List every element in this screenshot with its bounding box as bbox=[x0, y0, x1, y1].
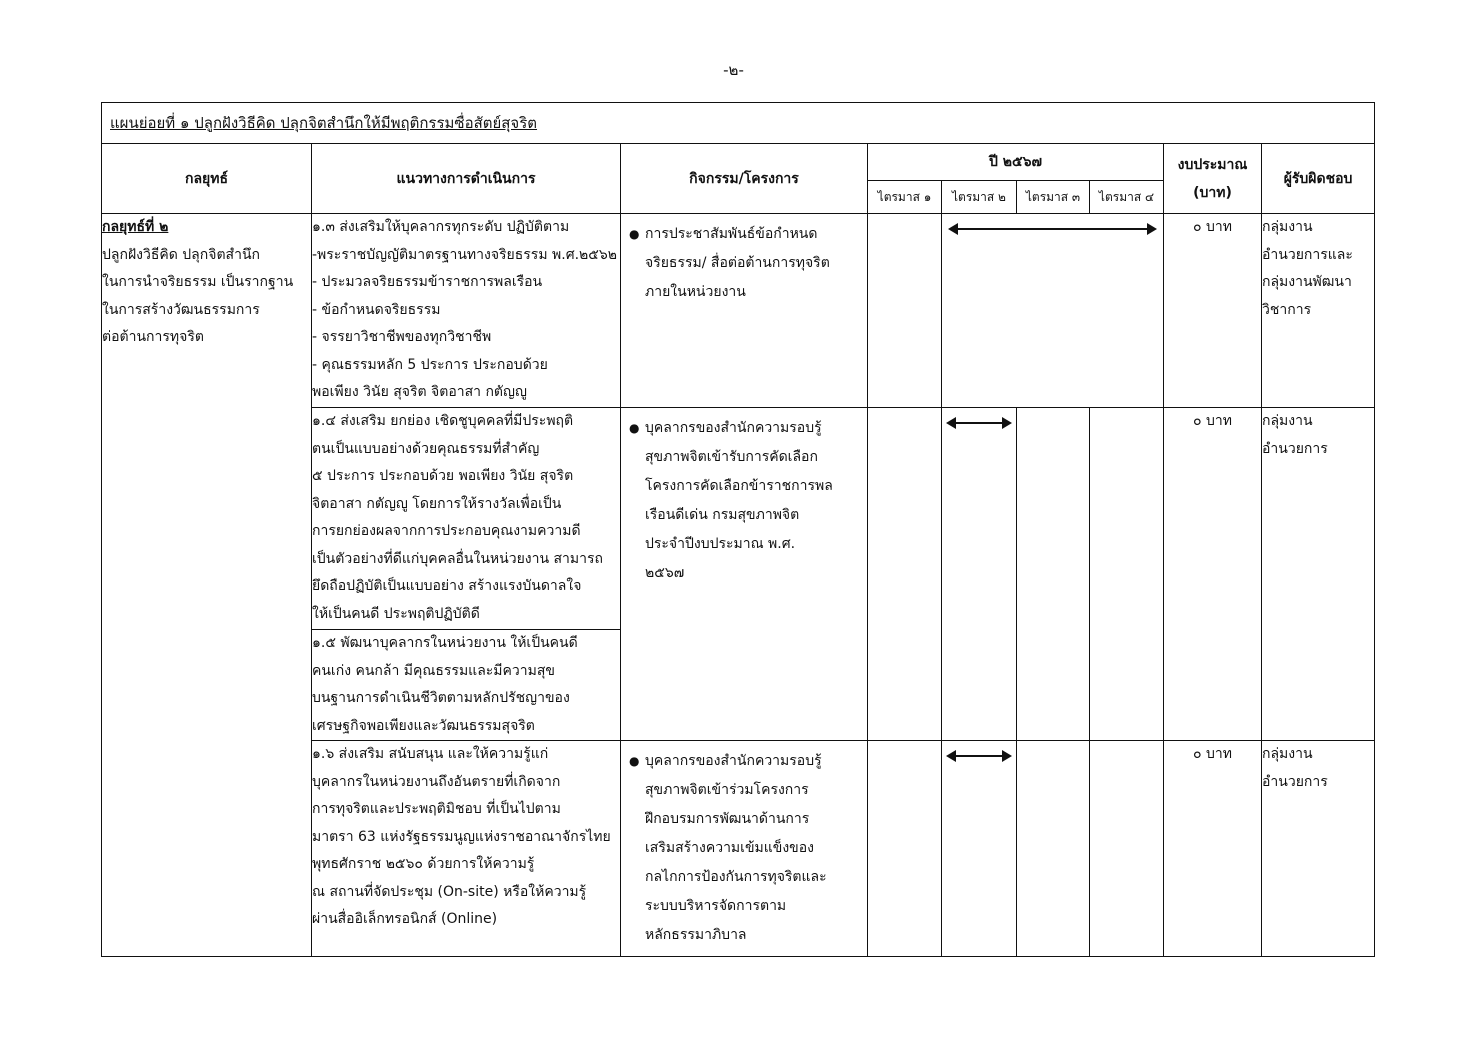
approach-cell bbox=[312, 214, 621, 408]
q1-cell bbox=[868, 408, 942, 741]
approach-line: มาตรา 63 แห่งรัฐธรรมนูญแห่งราชอาณาจักรไทย bbox=[312, 828, 611, 845]
approach-line: ณ สถานที่จัดประชุม (On-site) หรือให้ความรู้ bbox=[312, 883, 587, 900]
timeline-q2-cell bbox=[942, 741, 1017, 957]
header-budget-line2: (บาท) bbox=[1193, 184, 1232, 201]
activity-line: หลักธรรมาภิบาล bbox=[645, 927, 747, 943]
approach-line: จิตอาสา กตัญญู โดยการให้รางวัลเพื่อเป็น bbox=[312, 495, 562, 512]
budget-cell: ๐ บาท bbox=[1164, 741, 1262, 957]
plan-title: แผนย่อยที่ ๑ ปลูกฝังวิธีคิด ปลุกจิตสำนึกให้มีพฤติกรรมซื่อสัตย์สุจริต bbox=[102, 103, 1375, 144]
budget-cell: ๐ บาท bbox=[1164, 214, 1262, 408]
approach-line: -พระราชบัญญัติมาตรฐานทางจริยธรรม พ.ศ.๒๕๖๒ bbox=[312, 246, 617, 263]
activity-line: บุคลากรของสำนักความรอบรู้ bbox=[645, 420, 822, 436]
header-year: ปี ๒๕๖๗ bbox=[868, 144, 1164, 181]
responsible-cell bbox=[1262, 408, 1375, 741]
responsible-line: กลุ่มงาน bbox=[1262, 746, 1313, 762]
approach-cell bbox=[312, 630, 621, 741]
activity-cell bbox=[621, 741, 868, 957]
approach-line: ให้เป็นคนดี ประพฤติปฏิบัติดี bbox=[312, 605, 480, 622]
approach-line: บนฐานการดำเนินชีวิตตามหลักปรัชญาของ bbox=[312, 690, 570, 706]
approach-line: ตนเป็นแบบอย่างด้วยคุณธรรมที่สำคัญ bbox=[312, 440, 540, 457]
activity-line: ประจำปีงบประมาณ พ.ศ. bbox=[645, 536, 796, 552]
strategy-line: ต่อต้านการทุจริต bbox=[102, 329, 204, 345]
responsible-line: อำนวยการ bbox=[1262, 440, 1328, 457]
approach-line: - ข้อกำหนดจริยธรรม bbox=[312, 301, 441, 318]
activity-line: บุคลากรของสำนักความรอบรู้ bbox=[645, 753, 822, 769]
budget-cell: ๐ บาท bbox=[1164, 408, 1262, 741]
header-approach: แนวทางการดำเนินการ bbox=[312, 144, 621, 214]
q4-cell bbox=[1090, 408, 1164, 741]
responsible-line: กลุ่มงานพัฒนา bbox=[1262, 274, 1352, 290]
approach-cell bbox=[312, 408, 621, 630]
approach-line: ๑.๓ ส่งเสริมให้บุคลากรทุกระดับ ปฏิบัติตาม bbox=[312, 219, 570, 235]
bullet-icon: ● bbox=[629, 227, 640, 241]
approach-line: การยกย่องผลจากการประกอบคุณงามความดี bbox=[312, 523, 581, 539]
activity-line: การประชาสัมพันธ์ข้อกำหนด bbox=[645, 226, 818, 242]
timeline-q2-cell bbox=[942, 408, 1017, 741]
q4-cell bbox=[1090, 741, 1164, 957]
responsible-cell bbox=[1262, 741, 1375, 957]
header-responsible: ผู้รับผิดชอบ bbox=[1262, 144, 1375, 214]
activity-line: ๒๕๖๗ bbox=[645, 565, 685, 581]
activity-line: เสริมสร้างความเข้มแข็งของ bbox=[645, 840, 814, 856]
strategy-line: ในการนำจริยธรรม เป็นรากฐาน bbox=[102, 274, 294, 290]
strategy-cell bbox=[102, 214, 312, 957]
timeline-arrow-icon bbox=[948, 422, 1010, 424]
approach-line: ๑.๕ พัฒนาบุคลากรในหน่วยงาน ให้เป็นคนดี bbox=[312, 635, 578, 651]
header-q3: ไตรมาส ๓ bbox=[1017, 181, 1090, 214]
page-number: -๒- bbox=[723, 61, 744, 79]
timeline-arrow-icon bbox=[950, 228, 1155, 230]
approach-line: บุคลากรในหน่วยงานถึงอันตรายที่เกิดจาก bbox=[312, 773, 561, 790]
approach-line: - ประมวลจริยธรรมข้าราชการพลเรือน bbox=[312, 274, 543, 290]
approach-line: พอเพียง วินัย สุจริต จิตอาสา กตัญญู bbox=[312, 384, 527, 400]
bullet-icon: ● bbox=[629, 421, 640, 435]
activity-line: ระบบบริหารจัดการตาม bbox=[645, 898, 787, 914]
q3-cell bbox=[1017, 741, 1090, 957]
approach-line: การทุจริตและประพฤติมิชอบ ที่เป็นไปตาม bbox=[312, 801, 561, 817]
approach-line: ๑.๔ ส่งเสริม ยกย่อง เชิดชูบุคคลที่มีประพฤติ bbox=[312, 413, 574, 429]
approach-line: ๑.๖ ส่งเสริม สนับสนุน และให้ความรู้แก่ bbox=[312, 746, 549, 762]
strategy-title: กลยุทธ์ที่ ๒ bbox=[102, 219, 169, 235]
bullet-icon: ● bbox=[629, 754, 640, 768]
q3-cell bbox=[1017, 408, 1090, 741]
approach-cell bbox=[312, 741, 621, 957]
responsible-line: อำนวยการ bbox=[1262, 773, 1328, 790]
activity-line: ภายในหน่วยงาน bbox=[645, 284, 746, 300]
approach-line: พุทธศักราช ๒๕๖๐ ด้วยการให้ความรู้ bbox=[312, 856, 535, 872]
approach-line: ผ่านสื่ออิเล็กทรอนิกส์ (Online) bbox=[312, 911, 498, 927]
approach-line: ยึดถือปฏิบัติเป็นแบบอย่าง สร้างแรงบันดาลใจ bbox=[312, 578, 582, 594]
activity-line: จริยธรรม/ สื่อต่อต้านการทุจริต bbox=[645, 255, 830, 271]
activity-line: สุขภาพจิตเข้ารับการคัดเลือก bbox=[645, 449, 818, 465]
responsible-line: อำนวยการและ bbox=[1262, 246, 1353, 263]
responsible-cell bbox=[1262, 214, 1375, 408]
activity-line: ฝึกอบรมการพัฒนาด้านการ bbox=[645, 811, 810, 827]
activity-line: สุขภาพจิตเข้าร่วมโครงการ bbox=[645, 782, 809, 798]
q1-cell bbox=[868, 214, 942, 408]
header-q4: ไตรมาส ๔ bbox=[1090, 181, 1164, 214]
activity-cell bbox=[621, 408, 868, 741]
header-budget-line1: งบประมาณ bbox=[1177, 156, 1248, 173]
approach-line: เศรษฐกิจพอเพียงและวัฒนธรรมสุจริต bbox=[312, 717, 535, 734]
header-activity: กิจกรรม/โครงการ bbox=[621, 144, 868, 214]
approach-line: คนเก่ง คนกล้า มีคุณธรรมและมีความสุข bbox=[312, 662, 555, 679]
activity-line: กลไกการป้องกันการทุจริตและ bbox=[645, 869, 827, 885]
plan-table bbox=[101, 102, 1375, 957]
header-budget bbox=[1164, 144, 1262, 214]
header-q1: ไตรมาส ๑ bbox=[868, 181, 942, 214]
responsible-line: กลุ่มงาน bbox=[1262, 219, 1313, 235]
strategy-line: ในการสร้างวัฒนธรรมการ bbox=[102, 301, 260, 318]
approach-line: - คุณธรรมหลัก 5 ประการ ประกอบด้วย bbox=[312, 356, 548, 373]
approach-line: ๕ ประการ ประกอบด้วย พอเพียง วินัย สุจริต bbox=[312, 468, 574, 484]
approach-line: - จรรยาวิชาชีพของทุกวิชาชีพ bbox=[312, 329, 492, 345]
activity-line: เรือนดีเด่น กรมสุขภาพจิต bbox=[645, 507, 800, 523]
activity-line: โครงการคัดเลือกข้าราชการพล bbox=[645, 478, 833, 494]
header-q2: ไตรมาส ๒ bbox=[942, 181, 1017, 214]
responsible-line: กลุ่มงาน bbox=[1262, 413, 1313, 429]
responsible-line: วิชาการ bbox=[1262, 301, 1312, 318]
timeline-q2-q4-cell bbox=[942, 214, 1164, 408]
activity-cell bbox=[621, 214, 868, 408]
table-row bbox=[102, 214, 1375, 408]
header-strategy: กลยุทธ์ bbox=[102, 144, 312, 214]
q1-cell bbox=[868, 741, 942, 957]
strategy-line: ปลูกฝังวิธีคิด ปลุกจิตสำนึก bbox=[102, 246, 260, 263]
timeline-arrow-icon bbox=[948, 755, 1010, 757]
approach-line: เป็นตัวอย่างที่ดีแก่บุคคลอื่นในหน่วยงาน สามารถ bbox=[312, 550, 603, 567]
